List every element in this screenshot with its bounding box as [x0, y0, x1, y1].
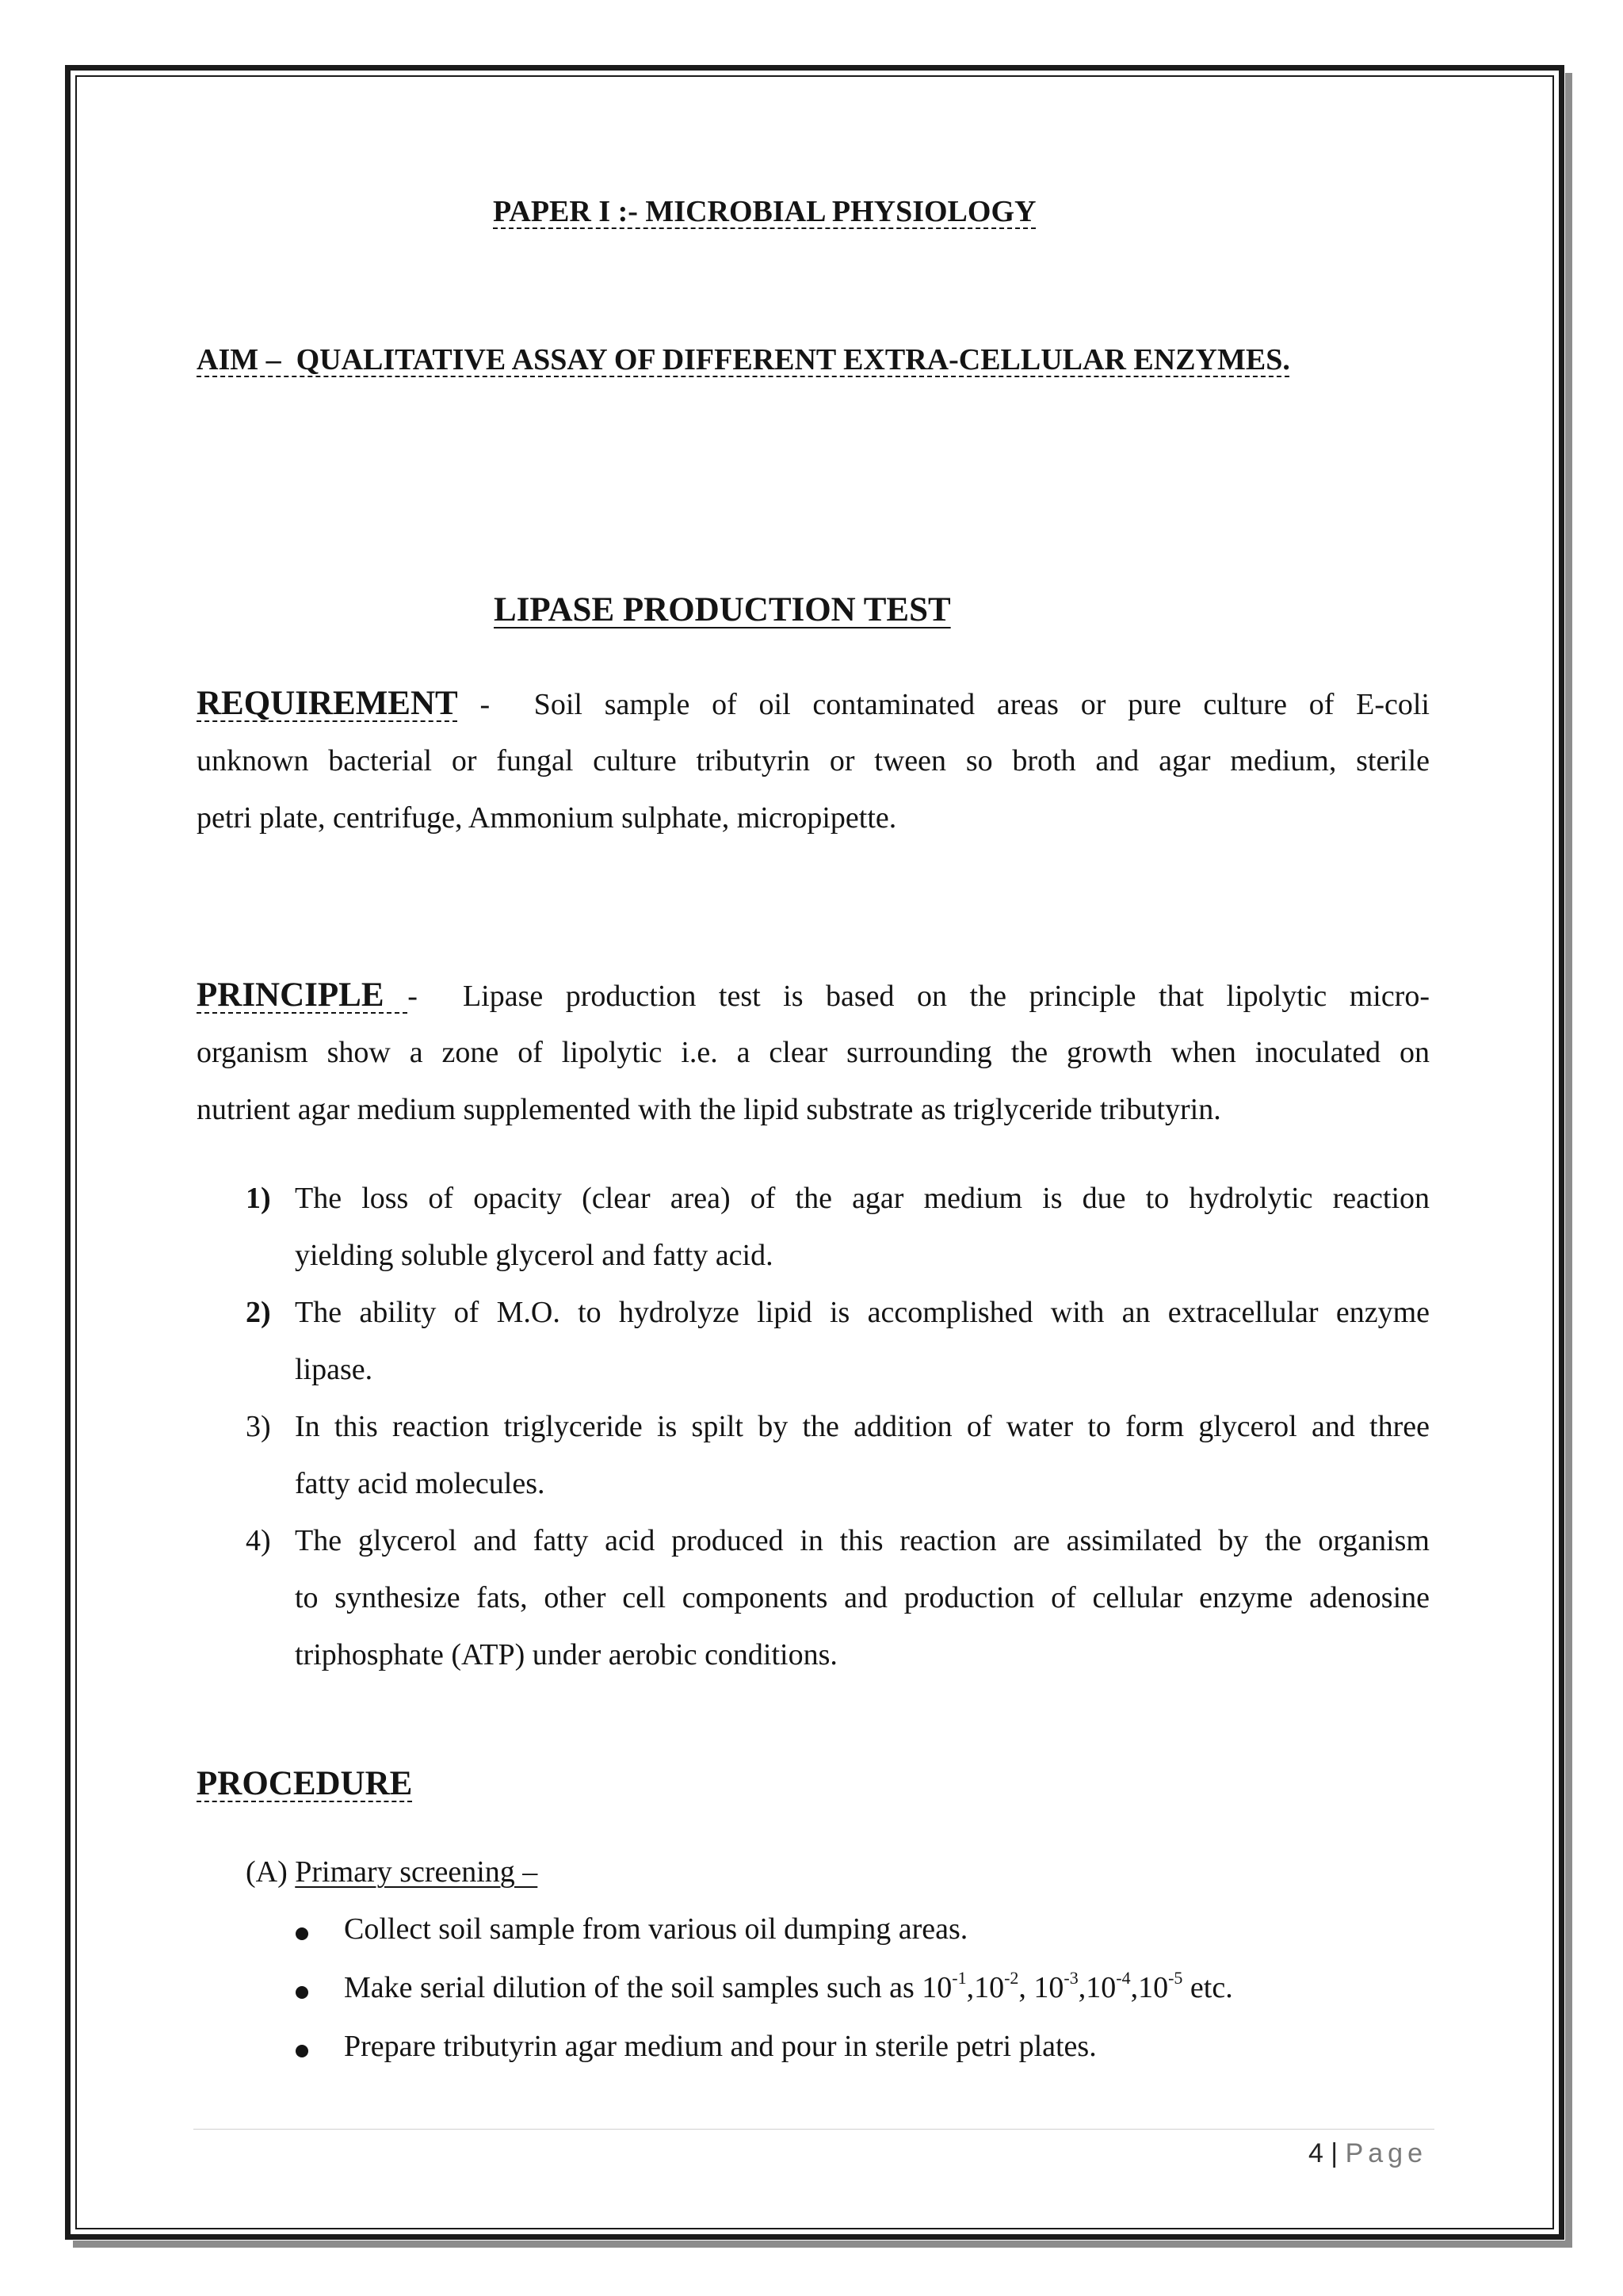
- point-line: to synthesize fats, other cell components and production of cellular enzyme adenosine: [295, 1581, 1430, 1614]
- page-word: Page: [1345, 2138, 1427, 2168]
- point-line: The ability of M.O. to hydrolyze lipid is accomplished with an extracellular enzyme: [295, 1296, 1430, 1329]
- bullet-dot: [296, 1927, 308, 1940]
- footer-rule: [193, 2129, 1434, 2130]
- dilution-exp: -3: [1064, 1968, 1079, 1988]
- point-line: lipase.: [295, 1353, 373, 1386]
- dilution-base: 10: [974, 1971, 1005, 2004]
- principle-label: PRINCIPLE: [197, 976, 408, 1014]
- principle-paragraph: [197, 967, 1430, 1138]
- procedure-bullet-1: Collect soil sample from various oil dumping areas.: [344, 1912, 968, 1946]
- dilution-exp: -4: [1116, 1968, 1131, 1988]
- point-line: The glycerol and fatty acid produced in this reaction are assimilated by the organism: [295, 1524, 1430, 1557]
- requirement-line-3: petri plate, centrifuge, Ammonium sulphate, micropipette.: [197, 801, 897, 835]
- primary-screening: [246, 1855, 537, 1889]
- page-number: 4: [1308, 2138, 1323, 2168]
- point-number: 2): [246, 1296, 271, 1329]
- requirement-line-1: [197, 675, 1430, 732]
- principle-text-1: - Lipase production test is based on the principle that lipolytic micro-: [407, 980, 1430, 1013]
- requirement-line-2: unknown bacterial or fungal culture tributyrin or tween so broth and agar medium, sterile: [197, 744, 1430, 777]
- dilution-sep: ,: [1130, 1971, 1139, 2004]
- test-heading: LIPASE PRODUCTION TEST: [494, 591, 951, 628]
- point-line: triphosphate (ATP) under aerobic conditions.: [295, 1638, 838, 1671]
- dilution-base: 10: [1138, 1971, 1169, 2004]
- dilution-sep: ,: [1018, 1971, 1034, 2004]
- bullet-dot: [296, 2045, 308, 2057]
- paper-title: PAPER I :- MICROBIAL PHYSIOLOGY: [493, 195, 1037, 228]
- primary-screening-prefix: (A): [246, 1855, 296, 1889]
- point-line: yielding soluble glycerol and fatty acid.: [295, 1239, 773, 1272]
- point-line: The loss of opacity (clear area) of the agar medium is due to hydrolytic reaction: [295, 1182, 1430, 1215]
- requirement-text-1: - Soil sample of oil contaminated areas or pure culture of E-coli: [457, 688, 1430, 721]
- point-line: fatty acid molecules.: [295, 1467, 545, 1500]
- page-separator: |: [1323, 2138, 1346, 2168]
- principle-line-2: organism show a zone of lipolytic i.e. a clear surrounding the growth when inoculated on: [197, 1036, 1430, 1069]
- point-line: In this reaction triglyceride is spilt by the addition of water to form glycerol and three: [295, 1410, 1430, 1443]
- point-number: 3): [246, 1410, 271, 1443]
- point-number: 1): [246, 1182, 271, 1215]
- principle-line-1: [197, 967, 1430, 1024]
- primary-screening-label: Primary screening –: [295, 1855, 538, 1889]
- requirement-paragraph: [197, 675, 1430, 846]
- page-border-inner: [75, 75, 1554, 2229]
- bullet-dot: [296, 1986, 308, 1999]
- point-number: 4): [246, 1524, 271, 1557]
- page-footer: [1308, 2138, 1427, 2169]
- dilution-base: 10: [1033, 1971, 1064, 2004]
- dilution-suffix: etc.: [1182, 1971, 1233, 2004]
- procedure-bullet-2: [344, 1970, 1233, 2005]
- procedure-heading: PROCEDURE: [197, 1765, 413, 1802]
- dilution-sep: ,: [1078, 1971, 1086, 2004]
- principle-line-3: nutrient agar medium supplemented with the lipid substrate as triglyceride tributyrin.: [197, 1093, 1221, 1126]
- dilution-base: 10: [1086, 1971, 1117, 2004]
- aim-line: AIM – QUALITATIVE ASSAY OF DIFFERENT EXTRA-CELLULAR ENZYMES.: [197, 343, 1290, 376]
- dilution-exp: -1: [952, 1968, 967, 1988]
- dilution-sep: ,: [966, 1971, 975, 2004]
- dilution-exp: -2: [1004, 1968, 1019, 1988]
- dilution-exp: -5: [1168, 1968, 1183, 1988]
- procedure-bullet-3: Prepare tributyrin agar medium and pour in sterile petri plates.: [344, 2030, 1097, 2063]
- bullet-2-text: Make serial dilution of the soil samples such as 10: [344, 1971, 953, 2004]
- requirement-label: REQUIREMENT: [197, 685, 458, 722]
